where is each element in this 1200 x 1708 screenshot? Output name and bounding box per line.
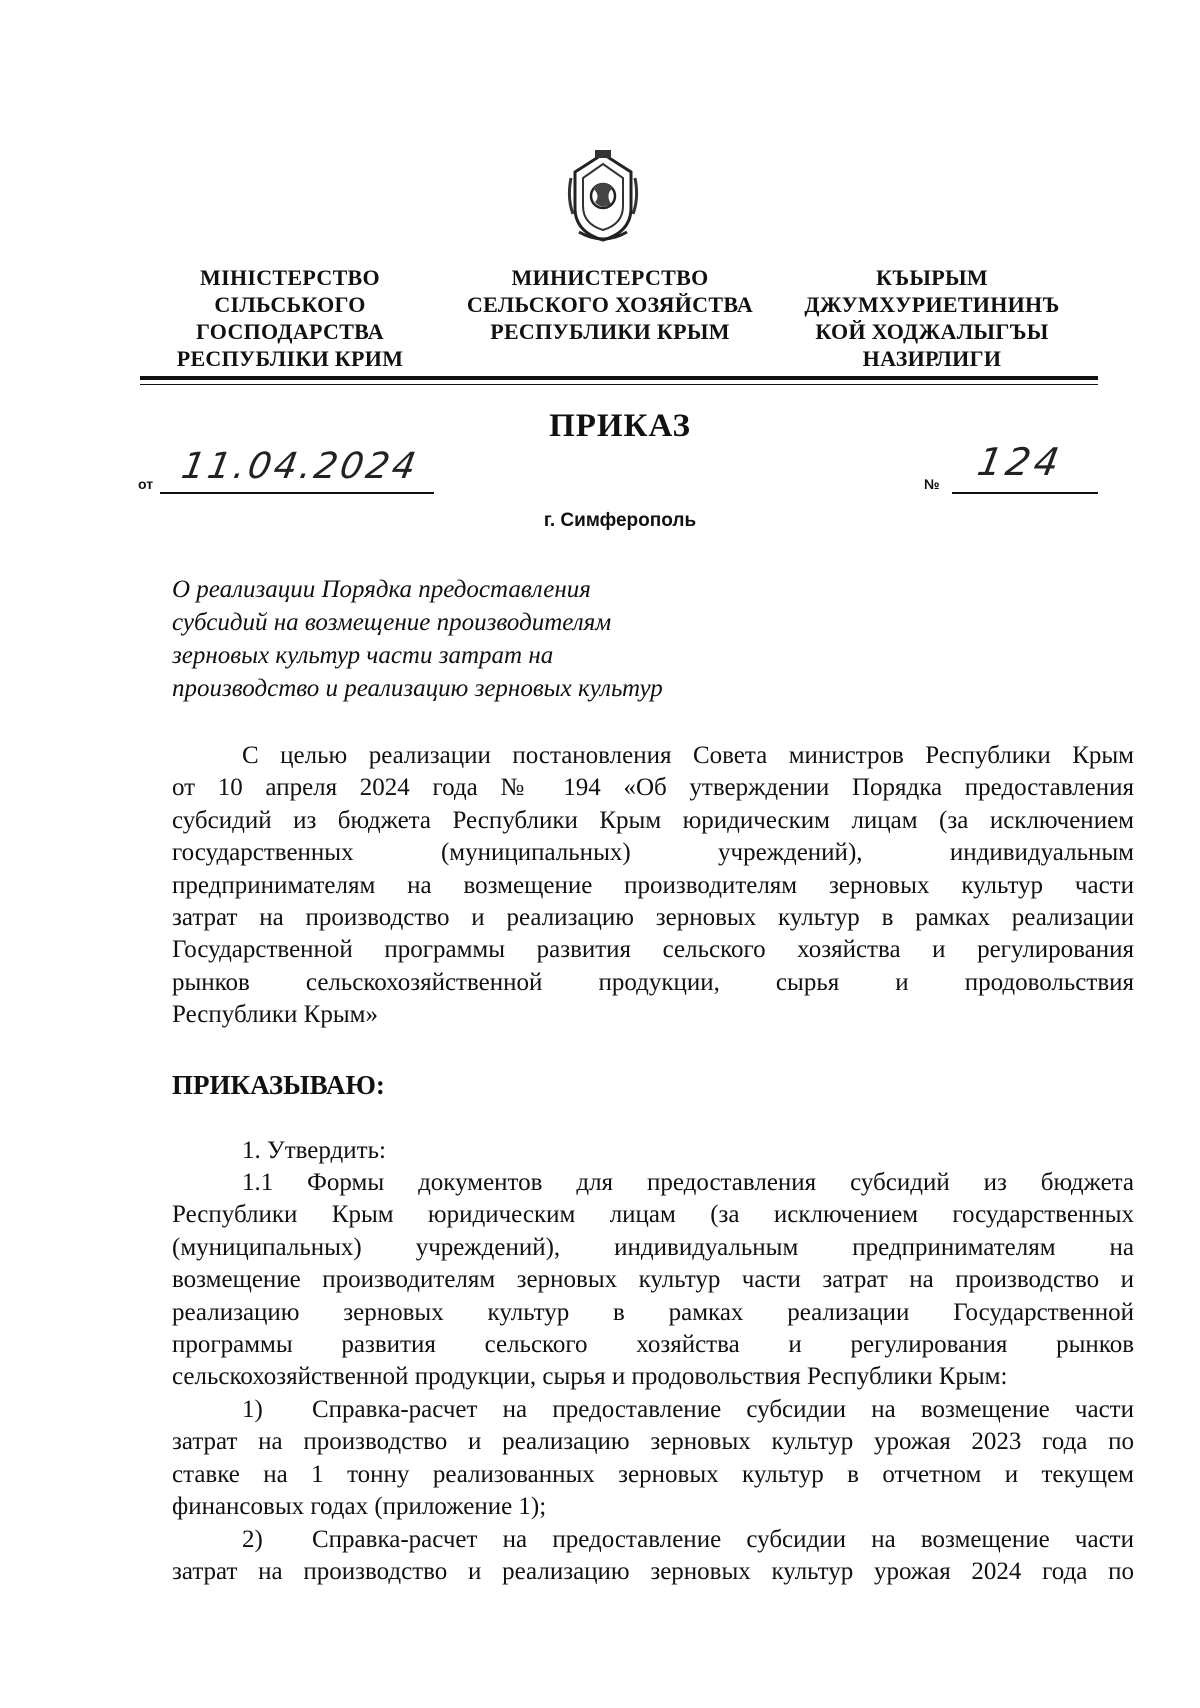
handwritten-date: 11.04.2024 xyxy=(178,446,422,487)
date-label: от xyxy=(138,476,154,492)
ministry-name-russian: МИНИСТЕРСТВО СЕЛЬСКОГО ХОЗЯЙСТВА РЕСПУБЛИКИ КРЫМ xyxy=(466,265,754,344)
item-1-1-paragraph: 1.1 Формы документов для предоставления субсидий из бюджета Республики Крым юридическим лицам (за исключением государственных (муниципальных) учреждений), индивидуальным предпринимателям на возмещение производителям зерновых культур части затрат на производство и реализацию зерновых культур в рамках реализации Государственной программы развития сельского хозяйства и регулирования рынков сельскохозяйственной продукции, сырья и продовольствия Республики Крым: xyxy=(172,1169,1134,1391)
handwritten-number: 124 xyxy=(974,440,1067,484)
number-underline xyxy=(952,492,1098,494)
ministry-name-ukrainian: МІНІСТЕРСТВО СІЛЬСЬКОГО ГОСПОДАРСТВА РЕСПУБЛІКИ КРИМ xyxy=(176,265,404,371)
order-directive: ПРИКАЗЫВАЮ: xyxy=(172,1070,385,1100)
header-divider-thick xyxy=(140,376,1098,380)
order-subject: О реализации Порядка предоставления субсидий на возмещение производителям зерновых культур части затрат на производство и реализацию зерновых культур xyxy=(172,576,663,702)
subitem-1-number: 1) xyxy=(242,1396,263,1423)
subitem-1: 1) Справка-расчет на предоставление субсидии на возмещение части затрат на производство и реализацию зерновых культур урожая 2023 года по ставке на 1 тонну реализованных зерновых культур в отчетном и текущем финансовых годах (приложение 1); xyxy=(172,1396,1134,1521)
date-underline xyxy=(160,492,434,494)
subitem-2: 2) Справка-расчет на предоставление субсидии на возмещение части затрат на производство и реализацию зерновых культур урожая 2024 года по xyxy=(172,1526,1134,1586)
number-label: № xyxy=(924,476,940,492)
city-name: г. Симферополь xyxy=(543,510,697,531)
subitem-2-number: 2) xyxy=(242,1526,263,1553)
document-title: ПРИКАЗ xyxy=(549,408,691,444)
header-divider-thin xyxy=(140,384,1098,385)
coat-of-arms-icon xyxy=(565,148,641,244)
preamble-paragraph: С целью реализации постановления Совета министров Республики Крым от 10 апреля 2024 года № 194 «Об утверждении Порядка предоставления субсидий из бюджета Республики Крым юридическим лицам (за исключением государственных (муниципальных) учреждений), индивидуальным предпринимателям на возмещение производителям зерновых культур части затрат на производство и реализацию зерновых культур в рамках реализации Государственной программы развития сельского хозяйства и регулирования рынков сельскохозяйственной продукции, сырья и продовольствия Республики Крым» xyxy=(172,742,1134,1029)
item-1: 1. Утвердить: xyxy=(242,1137,386,1164)
ministry-name-crimean-tatar: КЪЫРЫМ ДЖУМХУРИЕТИНИНЪ КОЙ ХОДЖАЛЫГЪЫ НАЗИРЛИГИ xyxy=(804,265,1060,371)
